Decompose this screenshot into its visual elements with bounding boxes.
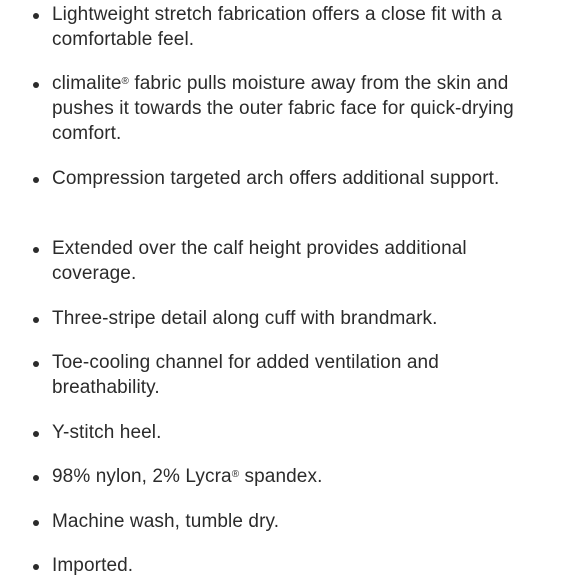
feature-text: Three-stripe detail along cuff with brandmark. <box>52 308 438 329</box>
feature-text: Machine wash, tumble dry. <box>52 511 280 532</box>
bullet-icon <box>33 13 39 19</box>
feature-text: 98% nylon, 2% Lycra® spandex. <box>52 466 323 487</box>
feature-text: Lightweight stretch fabrication offers a close fit with a comfortable feel. <box>52 4 502 50</box>
bullet-icon <box>33 247 39 253</box>
feature-text: Compression targeted arch offers additional support. <box>52 168 500 189</box>
bullet-icon <box>33 82 39 88</box>
bullet-icon <box>33 431 39 437</box>
bullet-icon <box>33 520 39 526</box>
feature-text: climalite® fabric pulls moisture away from the skin and pushes it towards the outer fabric face for quick-drying comfort. <box>52 73 514 144</box>
bullet-icon <box>33 564 39 570</box>
feature-text: Imported. <box>52 555 134 576</box>
bullet-icon <box>33 475 39 481</box>
bullet-icon <box>33 361 39 367</box>
feature-text: Toe-cooling channel for added ventilation and breathability. <box>52 352 439 398</box>
feature-text: Extended over the calf height provides additional coverage. <box>52 238 467 284</box>
bullet-icon <box>33 317 39 323</box>
bullet-icon <box>33 177 39 183</box>
feature-text: Y-stitch heel. <box>52 422 162 443</box>
